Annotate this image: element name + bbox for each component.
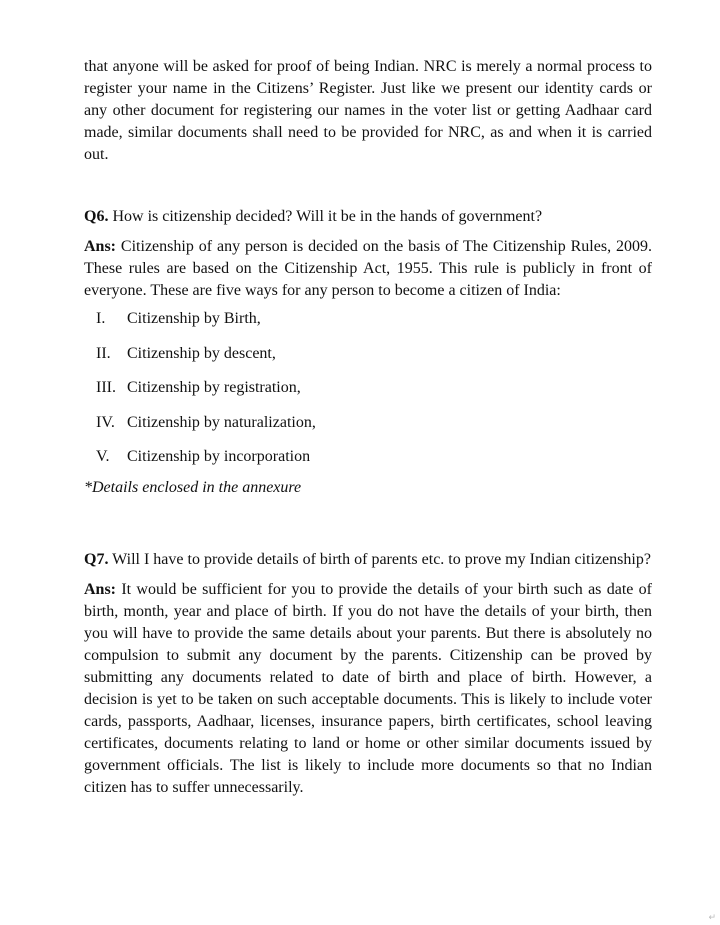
list-item <box>84 308 652 343</box>
list-item <box>84 412 652 447</box>
q7-label: Q7. <box>84 550 109 568</box>
paragraph-mark-icon: ↵ <box>708 913 716 923</box>
list-item-number: III. <box>96 379 116 396</box>
annexure-note: *Details enclosed in the annexure <box>84 478 302 496</box>
list-item-text: Citizenship by descent, <box>127 344 276 362</box>
q7-question <box>84 549 652 571</box>
q6-label: Q6. <box>84 208 109 225</box>
q7-question-text: Will I have to provide details of birth of parents etc. to prove my Indian citizenship? <box>108 550 651 568</box>
list-item-number: IV. <box>96 413 115 431</box>
q6-question-text: How is citizenship decided? Will it be in the hands of government? <box>108 208 543 225</box>
list-item-number: II. <box>96 344 111 362</box>
q7-answer-text: It would be sufficient for you to provide the details of your birth such as date of birth, month, year and place of birth. If you do not have the details of your birth, then you will have to provide the same details about your parents. But there is absolutely no compulsion to submit any document by the parents. Citizenship can be proved by submitting any documents related to date of birth and place of birth. However, a decision is yet to be taken on such acceptable documents. This is likely to include voter cards, passports, Aadhaar, licenses, insurance papers, birth certificates, school leaving certificates, documents relating to land or home or other similar documents issued by government officials. The list is likely to include more documents so that no Indian citizen has to suffer unnecessarily. <box>84 580 652 796</box>
list-item-text: Citizenship by Birth, <box>127 310 261 327</box>
q6-answer <box>84 236 652 302</box>
list-item <box>84 343 652 378</box>
list-item-text: Citizenship by naturalization, <box>127 413 316 431</box>
list-item-number: I. <box>96 310 106 327</box>
q7-answer <box>84 579 652 799</box>
q6-ans-label: Ans: <box>84 238 117 255</box>
q7-ans-label: Ans: <box>84 580 117 598</box>
q6-answer-text: Citizenship of any person is decided on the basis of The Citizenship Rules, 2009. These rules are based on the Citizenship Act, 1955. This rule is publicly in front of everyone. These are five ways for any person to become a citizen of India: <box>84 238 652 299</box>
document-page <box>84 56 652 799</box>
list-item-text: Citizenship by incorporation <box>127 448 311 465</box>
list-item <box>84 377 652 412</box>
list-item <box>84 446 652 481</box>
citizenship-ways-list <box>84 308 652 481</box>
q6-question <box>84 206 652 228</box>
list-item-number: V. <box>96 448 110 465</box>
intro-paragraph: that anyone will be asked for proof of being Indian. NRC is merely a normal process to register your name in the Citizens’ Register. Just like we present our identity cards or any other document for registering our names in the voter list or getting Aadhaar card made, similar documents shall need to be provided for NRC, as and when it is carried out. <box>84 58 652 163</box>
list-item-text: Citizenship by registration, <box>127 379 301 396</box>
